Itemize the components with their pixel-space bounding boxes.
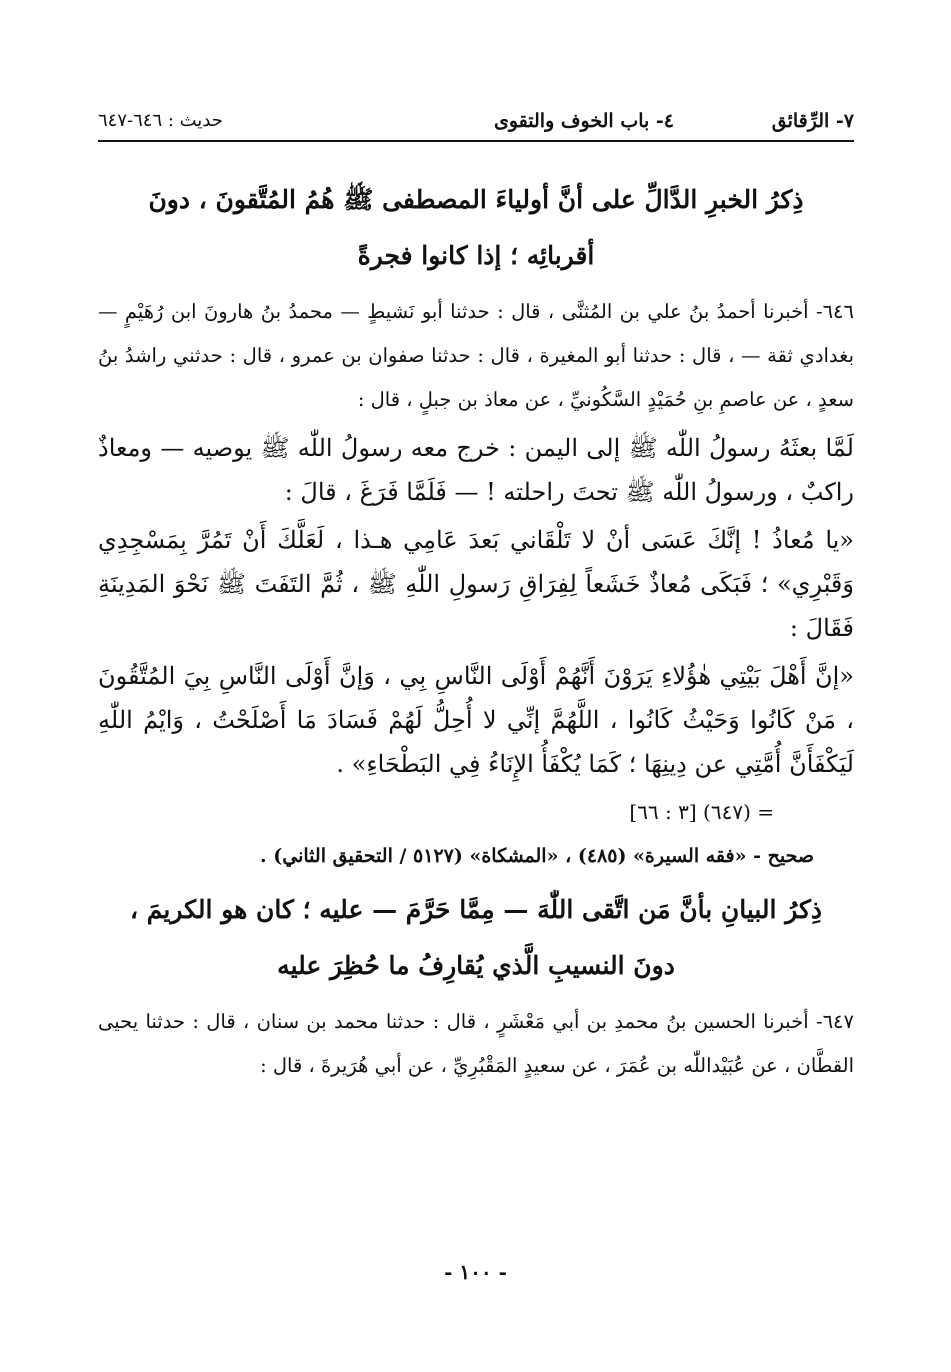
header-section: ٤- باب الخوف والتقوى — [493, 110, 674, 132]
running-header — [98, 104, 854, 140]
page-number: - ١٠٠ - — [444, 1260, 507, 1284]
header-hadith-range: حديث : ٦٤٦-٦٤٧ — [98, 110, 223, 131]
hadith-isnad: ٦٤٧- أخبرنا الحسين بنُ محمدِ بن أبي مَعْشَرٍ ، قال : حدثنا محمد بن سنان ، قال : حدثنا يحيى القطَّان ، عن عُبَيْداللّٰه بن عُمَرَ ، عن سعيدٍ المَقْبُرِيِّ ، عن أبي هُرَيرةَ ، قال : — [98, 1010, 854, 1077]
hadith-text: «إنَّ أَهْلَ بَيْتِي هٰؤُلاءِ يَرَوْنَ أَنَّهُمْ أَوْلَى النَّاسِ بِي ، وَإنَّ أَوْلَى النَّاسِ بِيَ المُتَّقُونَ ، مَنْ كَانُوا وَحَيْثُ كَانُوا ، اللَّهُمَّ إنِّي لا أُحِلُّ لَهُمْ فَسَادَ مَا أَصْلَحْتُ ، وَايْمُ اللّٰهِ لَيَكْفَأَنَّ أُمَّتِي عن دِينِهَا ؛ كَمَا يُكْفَأُ الإِنَاءُ فِي البَطْحَاءِ» . — [98, 662, 854, 778]
header-rule — [98, 140, 854, 142]
section-title: ذِكرُ البيانِ بأنَّ مَن اتَّقى اللّٰهَ — مِمَّا حَرَّمَ — عليه ؛ كان هو الكريمَ ، دونَ النسيبِ الَّذي يُقارِفُ ما حُظِرَ عليه — [129, 895, 823, 980]
hadith-text: لَمَّا بعثَهُ رسولُ اللّٰه ﷺ إلى اليمن : خرج معه رسولُ اللّٰه ﷺ يوصيه — ومعاذٌ راكبٌ ، ورسولُ اللّٰه ﷺ تحتَ راحلته ! — فَلَمَّا فَرَغَ ، قالَ : — [98, 434, 854, 506]
hadith-grade: صحيح - «فقه السيرة» (٤٨٥) ، «المشكاة» (٥١٢٧ / التحقيق الثاني) . — [260, 845, 814, 867]
hadith-text: «يا مُعاذُ ! إنَّكَ عَسَى أنْ لا تَلْقَاني بَعدَ عَامِي هـذا ، لَعَلَّكَ أَنْ تَمُرَّ بِمَسْجِدِي وَقَبْرِي» ؛ فَبَكَى مُعاذٌ خَشَعاً لِفِرَاقِ رَسولِ اللّٰهِ ﷺ ، ثُمَّ التَفَتَ ﷺ نَحْوَ المَدِينَةِ فَقَالَ : — [98, 526, 854, 642]
section-title: ذِكرُ الخبرِ الدَّالِّ على أنَّ أولياءَ المصطفى ﷺ هُمُ المُتَّقونَ ، دونَ أقربائِه ؛ إذا كانوا فجرةً — [148, 185, 804, 270]
header-chapter: ٧- الرِّقائق — [771, 110, 854, 132]
hadith-isnad: ٦٤٦- أخبرنا أحمدُ بنُ علي بن المُثنَّى ، قال : حدثنا أبو نَشيطٍ — محمدُ بنُ هارونَ ابن رُهَيْمٍ — بغدادي ثقة — ، قال : حدثنا أبو المغيرة ، قال : حدثنا صفوان بن عمرو ، قال : حدثني راشدُ بنُ سعدٍ ، عن عاصمِ بنِ حُمَيْدٍ السَّكُونيِّ ، عن معاذ بن جبلٍ ، قال : — [98, 300, 854, 411]
cross-reference: = (٦٤٧) [٣ : ٦٦] — [629, 800, 774, 824]
page-body — [98, 172, 854, 1092]
